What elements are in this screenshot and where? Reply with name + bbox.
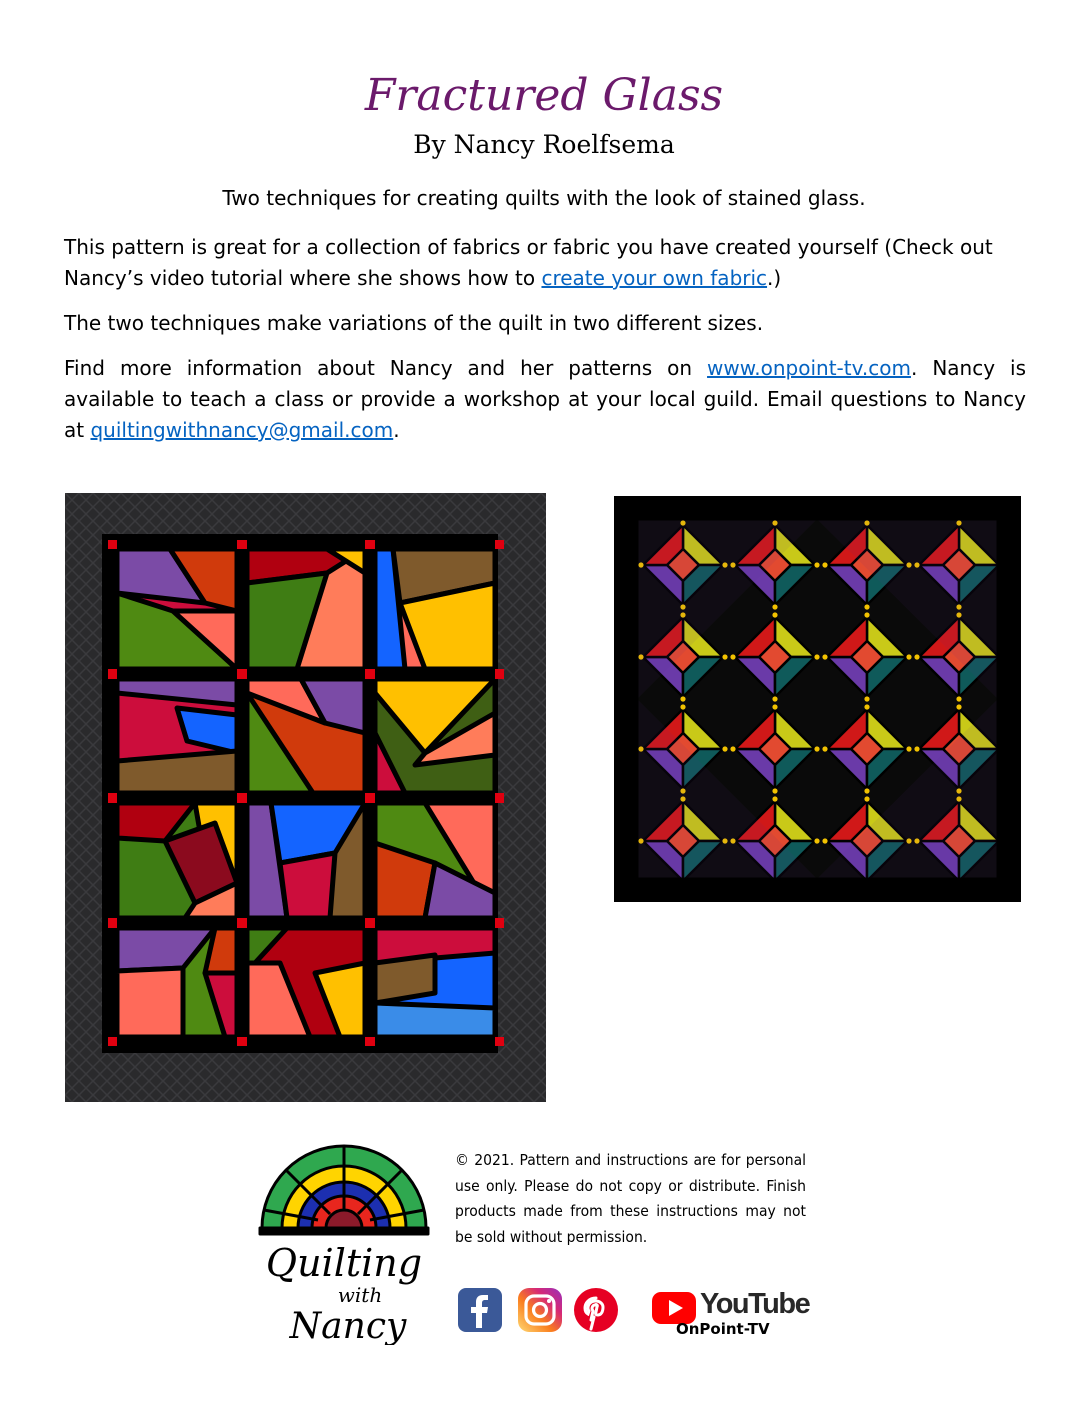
email-link[interactable]: quiltingwithnancy@gmail.com — [90, 418, 394, 442]
quilting-with-nancy-logo — [256, 1130, 432, 1345]
logo-text-quilting: Quilting — [265, 1241, 423, 1285]
contact-paragraph: Find more information about Nancy and her patterns on www.onpoint-tv.com. Nancy is available to teach a class or provide a workshop at your local guild. Email questions to Nancy at quiltingwithnancy@gmail.com. — [64, 356, 1026, 442]
copyright-notice: © 2021. Pattern and instructions are for personal use only. Please do not copy or distribute. Finish products made from these instructions may not be sold without permission. — [455, 1151, 806, 1246]
page-title: Fractured Glass — [364, 70, 724, 121]
instagram-icon[interactable] — [518, 1288, 562, 1332]
techniques-paragraph: The two techniques make variations of the quilt in two different sizes. — [64, 311, 764, 335]
subtitle: Two techniques for creating quilts with the look of stained glass. — [222, 186, 866, 210]
youtube-channel-name[interactable]: OnPoint-TV — [676, 1320, 770, 1338]
quilt-image-rectangular — [65, 493, 546, 1102]
youtube-wordmark[interactable]: YouTube — [700, 1288, 810, 1320]
author-byline: By Nancy Roelfsema — [413, 130, 675, 159]
pinterest-icon[interactable] — [574, 1288, 618, 1332]
logo-text-nancy: Nancy — [289, 1306, 407, 1345]
intro-paragraph: This pattern is great for a collection of fabrics or fabric you have created yourself (Check out Nancy’s video tutorial where she shows how to create your own fabric.) — [64, 235, 993, 290]
facebook-icon[interactable] — [458, 1288, 502, 1332]
website-link[interactable]: www.onpoint-tv.com — [707, 356, 911, 380]
quilt-image-on-point — [614, 496, 1021, 902]
create-fabric-link[interactable]: create your own fabric — [541, 266, 768, 290]
logo-text-with: with — [337, 1283, 383, 1307]
